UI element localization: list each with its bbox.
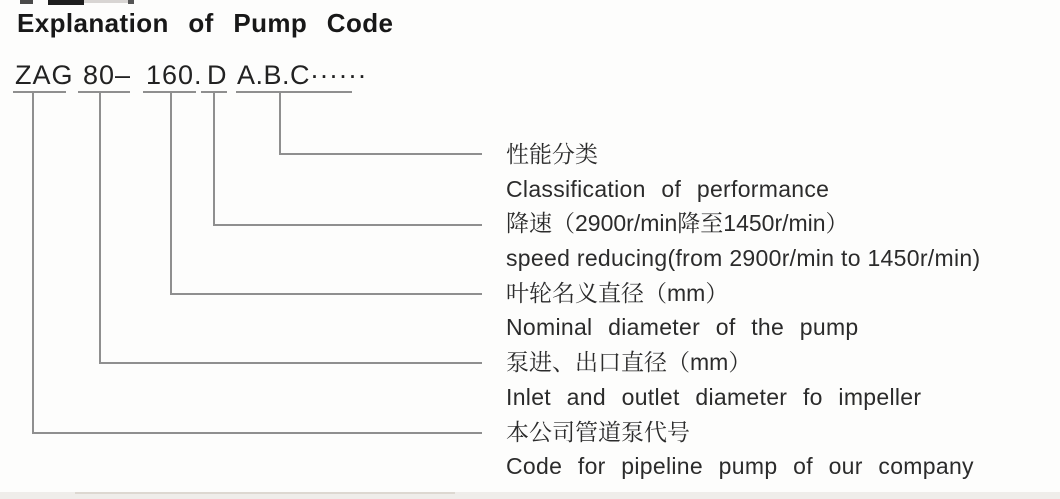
code-segment-impeller: 160. — [146, 60, 203, 90]
scan-artifact-mark — [20, 0, 33, 4]
label-speed-cn: 降速（2900r/min降至1450r/min） — [506, 210, 849, 237]
label-impeller-cn: 叶轮名义直径（mm） — [506, 279, 729, 306]
leader-vertical-speed — [213, 91, 215, 226]
leader-vertical-diameter — [99, 91, 101, 364]
leader-horizontal-series — [32, 432, 482, 434]
leader-vertical-impeller — [170, 91, 172, 295]
leader-horizontal-impeller — [170, 293, 482, 295]
code-segment-series: ZAG — [15, 60, 74, 90]
scan-artifact-mark — [128, 0, 134, 4]
leader-horizontal-diameter — [99, 362, 482, 364]
code-segment-performance: A.B.C······ — [237, 60, 367, 90]
underline-series — [13, 91, 66, 93]
leader-vertical-performance — [279, 91, 281, 155]
leader-horizontal-performance — [279, 153, 482, 155]
label-diameter-en: Inlet and outlet diameter fo impeller — [506, 383, 922, 410]
label-series-cn: 本公司管道泵代号 — [506, 418, 690, 445]
page-bottom-line — [75, 492, 455, 494]
label-performance-en: Classification of performance — [506, 175, 830, 202]
leader-horizontal-speed — [213, 224, 482, 226]
page-title: Explanation of Pump Code — [17, 8, 394, 38]
leader-vertical-series — [32, 91, 34, 434]
code-segment-speed: D — [207, 60, 228, 90]
label-diameter-cn: 泵进、出口直径（mm） — [506, 349, 752, 376]
label-series-en: Code for pipeline pump of our company — [506, 453, 974, 480]
code-segment-diameter: 80– — [83, 60, 132, 90]
underline-diameter — [78, 91, 130, 93]
scan-artifact-mark — [48, 0, 84, 5]
label-impeller-en: Nominal diameter of the pump — [506, 314, 859, 341]
label-performance-cn: 性能分类 — [506, 141, 598, 167]
label-column — [506, 137, 980, 484]
scan-artifact-mark — [84, 0, 128, 3]
underline-performance — [236, 91, 352, 93]
label-speed-en: speed reducing(from 2900r/min to 1450r/min) — [506, 245, 981, 272]
